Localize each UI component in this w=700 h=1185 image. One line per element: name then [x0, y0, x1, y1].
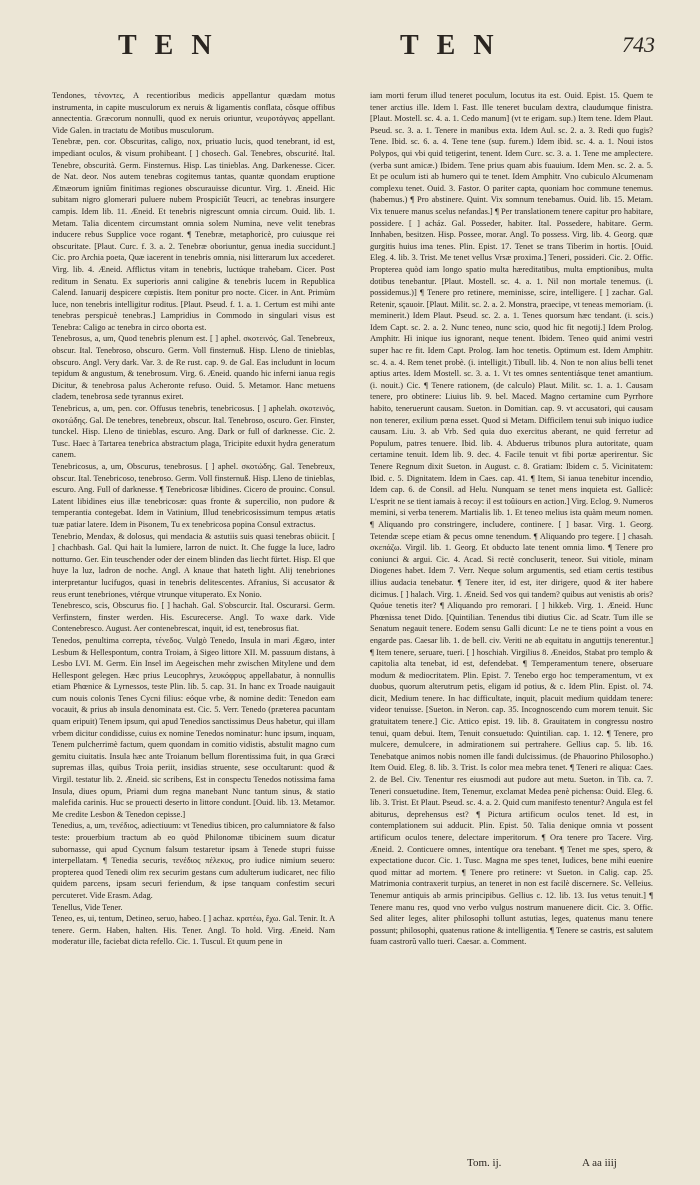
left-column	[52, 90, 335, 1150]
entry-tenellus: Tenellus, Vide Tener.	[52, 902, 123, 912]
volume-label: Tom. ij.	[467, 1157, 502, 1169]
entry-tenedius: Tenedius, a, um, τενέδιος, adiectiuum: vt Tenedius tibicen, pro calumniatore & falso teste: prouerbium tractum ab eo quòd Philonomæ tibicinem suum dicatur subornasse, qui apud Cycnum falsum testaretur ipsam à Tenede stupri fuisse interpellatam. ¶ Tenedia securis, τενέδιος πέλεκυς, pro iudice nimium seuero: propterea quod Tenedi olim rex securim gestans cum adulterum iudicaret, nec filio quidem parcens, ipsam securi feriendum, & ipse tanquam confestim securi percuteret. Vide Erasm. Adag.	[52, 821, 335, 900]
running-header	[0, 30, 700, 70]
entry-tenebricosus: Tenebricosus, a, um, Obscurus, tenebrosus. [ ] aphel. σκοτώδης. Gal. Tenebreux, obscur. Ital. Tenebricoso, tenebroso. Germ. Voll finsternuß. Hisp. Lleno de tinieblas, escuro. Ang. Full of darknesse. ¶ Tenebricosæ libidines. Cicero de prouinc. Consul. Latent libidines eius illæ tenebricosæ: quas fronte & supercilio, non pudore & temperantia contegebat. Idem in Vatinium, Illud tenebricosissimum tempus ætatis tuæ patiar latere. Idem in Pisonem, Tu ex tenebricosa popina Consul extractus.	[52, 462, 335, 529]
entry-tenebrae: Tenebræ, pen. cor. Obscuritas, caligo, nox, priuatio lucis, quod tenebrant, id est, impediant oculos, & visum prohibeant. [ ] chosech. Gal. Tenebres, obscurité. Ital. Tenebre, obscurità. Germ. Finsternus. Hisp. Las tinieblas. Ang. Darkenesse. Cicer. de Nat. deor. Nos autem tenebras cogitemus tantas, quantæ quondam eruptione Ætnæorum igniũm finitimas regiones obscurauisse dicuntur. Virg. 1. Æneid. Hic subitam nigro glomerari puluere nubem Prospiciũt Teucri, ac tenebras insurgere campis. Idem lib. 11. Æneid. Et tenebris nigrescunt omnia circum. Ouid. lib. 1. Metam. Talia dicentem circumstant omnia solem Numina, neve velit tenebras inducere rebus Supplice voce rogant. ¶ Tenebræ, metaphoricè, pro cuiusque rei obscuritate. [Plaut. Curc. f. 3. a. 2. Tenebræ oboriuntur, genua inedia succidunt.] Cic. pro Archia poeta, Quæ iacerent in tenebris omnia, nisi litterarum lux accederet. Virg. lib. 4. Æneid. Afflictus vitam in tenebris, luctúque trahebam. Cicer. Post reditum in Senatu. Ex superioris anni caligine & tenebris lucem in Republica Calend. Ianuarij despicere cœpistis. Item ponitur pro nocte. Cicer. in Ant. Primùm luce, non tenebris intelligitur roditus. [Plaut. Pseud. f. 1. a. 1. Certum est mihi ante tenebras perspicuè tenebras.] Lampridius in Commodo in singulari visus est Tenebra: Caligo ac tenebra in circo oborta est.	[52, 137, 335, 332]
right-column	[370, 90, 653, 1150]
signature-mark: A aa iiij	[582, 1157, 617, 1169]
entry-tenebrio: Tenebrio, Mendax, & dolosus, qui mendacia & astutiis suis quasi tenebras obiicit. [ ] chachbash. Gal. Qui hait la lumiere, larron de nuict. It. Che fugge la luce, ladro notturno. Ger. Ein teuschender oder der einem blinden das liecht fürtet. Hisp. El que huye la luz, ladron de noche. Angl. A knaue that hateth light. Alij tenebriones interpretantur lucifugos, quasi in tenebris delitescentes. Afranius, Si accusator & reus erunt tenebriones, vtérque vtrunque vituperato. Ex Nonio.	[52, 531, 335, 599]
entry-teneo-continued: iam morti ferum illud teneret poculum, locutus ita est. Ouid. Epist. 15. Quem te tener arctius ille. Idem l. Fast. Ille teneret buculam dextra, claudumque finistra. [Plaut. Mostell. sc. 4. a. 1. Cedo manum] (vt te erigam. sup.) Item tene. Idem Plaut. Pseud. sc. 3. a. 1. Tenere in manibus exta. Idem Aul. sc. 2. a. 3. Redi quo fugis? Tene. Ibid. sc. 6. a. 4. Tene tene (sup. furem.) Idem ibid. sc. 4. a. 1. Noui istos Polypos, qui vbi quid tetigerint, tenent. Idem Curc. sc. 3. a. 1. Tene me amplectere. (verba sunt amicæ.) Ibidem. Tene prius quam abis fuauium. Idem Men. sc. 2. a. 5. Et pe oculum isti ab humero qui te tenet. Idem Amphitr. Vno cubiculo Alcumenam complexu tenet. Ouid. 3. Fastor. O pariter capta, quoniam hoc commune tenemus. (habemus.) ¶ Pro abstinere. Quint. Vix somnum tenebamus. Ouid. lib. 15. Metam. Vix tenuere manus scelus nefandas.] ¶ Per translationem tenere capitur pro habitare, possidere. [ ] acház. Gal. Posseder, habiter. Ital. Possedere, habitare. Germ. Innhaben, besitzen. Hisp. Possee, morar. Angl. To possess. Virg. lib. 4. Georg. quæ gurgitis huius ima tenes. Plin. Epist. 17. Tenet se trans Tiberim in hortis. [Ouid. Eleg. 4. lib. 3. Trist. Me tenet vellus Vrsæ proxima.] Teneri, possideri. Cic. 2. Offic. Propterea quòd iam longo spatio multa hæreditatibus, multa emptionibus, multa dotibus tenebantur. [Plaut. Mostell. sc. 4. a. 1. Nil non mortale tenemus. (i. possidemus.)] ¶ Tenere pro retinere, meminisse, scire, intelligere. [ ] zachar. Gal. Retenir, sçauoir. [Plaut. Milit. sc. 2. a. 2. Monstra, praecipe, vt teneas memoriam. (i. meminerit.) Idem Plaut. Pseud. sc. 2. a. 1. Tenes quorsum hæc tendant. (i. scis.) Idem Capt. sc. 2. a. 2. Nunc teneo, nunc scio, quod hic fit negotij.] Idem Prolog. Amphitr. Hi inique ius ignorant, neque tenent. Ibidem. Teneo quid animi vestri super hac re fit. Idem Capt. Prolog. Iam hoc tenetis. Optimum est. Idem Amphitr. sc. 4. a. 4. Rem tenet probè. (i. intelligit.) Tibull. lib. 4. Non te non alius belli tenet aptius artes. Idem Mostell. sc. 3. a. 1. Vt tes omnes sententiásque tenet amantium. (i. nouit.) Cic. ¶ Tenere rationem, (de calculo) Plaut. Milit. sc. 1. a. 1. Causam tenere, pro obtinere: Liuius lib. 9. bel. Maced. Magno certamine cum Pyrrhore habito, teneruerunt causam. Sueton. in Domitian. cap. 9. vt accusatori, qui causam non tenerer, exilium pœna esset. Quod si Metam. Difficilem tenui sub iniquo iudice causam. Liu. 3. ab Vrb. Sed quia duo exercitus aberant, ne quid ferretur ad Populum, patres tenuere. Ibid. lib. 4. Abduerus tribunos plura autoritate, quam certamine tenuit. Idem lib. 9. dec. 4. Facile tenuit vt fibi portæ aperirentur. Sic Tenere Regnum dixit Sueton. in August. c. 8. Gratiam: Ibidem c. 5. Vicinitatem: Ibid. c. 5. Dignitatem. Idem in Caes. cap. 41. ¶ Item, Si ianua tenebitur incendio, Idem cap. 6. de Consil. ad Helu. Nunquam se tenet mens inquieta est. Gallicè: L'esprit ne se tient iamais à recoy: il est toûiours en action.] Virg. Eclog. 9. Numeros memini, si verba tenerem. Martialis lib. 1. Et teneo melius ista quàm meum nomen. ¶ Aliquando pro constringere, includere, continere. [ ] basar. Virg. 1. Georg. Tetendæ scepe etiam & pecus omne tenendum. ¶ Aliquando pro tegere. [ ] chasah. σκεπάζω. Virgil. lib. 1. Georg. Et obducto late tenent omnia limo. ¶ Tenere pro coniunci & argui. Cic. 4. Acad. Si rectè concluserit, teneor. Sui vitiole, minam Diogenes habet. Idem 7. Verr. Neque solum argumentis, sed etiam certis testibus illius audacia tenebatur. ¶ Tenere iter, id est, iter dirigere, quod & iter habere dicimus. [ ] halach. Virg. 1. Æneid. Sed vos qui tandem? quibus aut venistis ab oris? Quóue tenetis iter? ¶ Aliquando pro remorari. [ ] hikkeb. Virg. 1. Æneid. Hunc Phœnissa tenet Dido. [Quintilian. Tenendus tibi diutius Cic. ad Scatr. Tum ille se Senatum negauit tenere. Eodem sensu Galli dicunt: Le ne te tiens point a vous en engarde pas. Caesar lib. 1. de bell. civ. Veriti ne ab equitatu in anguttijs tenerentur.] ¶ Item tenere, seruare, tueri. [ ] hoschiah. Virgilius 8. Æneidos, Stabat pro templo & capitolia alta tenebat, id est, defendebat. ¶ Temperamentum tenere, obseruare modum & mediocritatem. Plin. Epist. 7. Tenebo ergo hoc temperamentum, vt ex duobus, quorum alterutrum petis, eligam id potius, & c. Idem Plin. Epist. ol. 74. dicit, Medium tenere. In hac difficultate, inquit, placuit medium quiddam tenere: videor tenuisse. [Sueton. in Neron. cap. 35. Incognoscendo cum morem tenuit. Sic gratuitatem tenere.] Cic. Attico epist. 19. lib. 8. Grauitatem in congressu nostro tenui, quam debui. Item, Tenuit consuetudo: Quintilian. cap. 1. 12. ¶ Tenere, pro mulcere, demulcere, in admirationem sui pertrahere. Gellius cap. 5. lib. 16. Tenebatque animos nobis nomen ille fandi dulcissimus. (de Phauorino Philosopho.) Item Ouid. Eleg. 8. lib. 3. Trist. Is color mea mebra tenet. ¶ Teneri re aliqua: Caes. 2. de Bel. Civ. Tenentur res eiusmodi aut pudore aut metu. Sueton. in Tib. ca. 7. Teneri consuetudine. Item, Tenemur, exclamat Medea penè pichensa: Ouid. Eleg. 6. lib. 3. Trist. Et Plaut. Pseud. sc. 4. a. 2. Quid cum manifesto tenentur? Angula est fel abiturus, deprehensus est? ¶ Pictura artificum oculos tenet. Id est, in contemplationem sui adducit. Plin. Epist. 50. Talia denique omnia vt possent artificum oculos tenere, delectare imperitorum. ¶ Ora tenere pro Tacere. Virg. Æneid. 2. Conticuere omnes, intentíque ora tenebant. ¶ Tenet me spes, spero, & expectatione ducor. Cic. 1. Tusc. Magna me spes tenet, Iudices, bene mihi euenire quod mittar ad mortem. ¶ Tenere pro retinere: vt Sueton. in Calig. cap. 25. Matrimonia contraxerit turpius, an teneret in non est facilè discernere. Sc. Velleius. Tenemur antiquis ab armis principibus. Gellius c. 12. lib. 13. Ius vetus tenuit.] ¶ Tenere manu res, quod vno verbo vulgus nostrum manuenere dicit. Cic. 3. Offic. Sed aliter leges, aliter philosophi tollunt astutias, leges, quatenus manu tenere possunt; philosophi, quatenus ratione & intelligentia. ¶ Tenere se castris, est salutem fuam castrorũ vallo tueri. Caesar. a. Comment.	[370, 91, 653, 947]
entry-tendones: Tendones, τένοντες, A recentioribus medicis appellantur quædam motus instrumenta, in capite musculorum ex neruis & ligamentis conflata, cõsque offibus annectentia. Græcorum nonnulli, quod ex neruis oriuntur, νευροτάγνας appellant. Vide Galen. in tractatu de Motibus musculorum.	[52, 91, 335, 135]
entry-tenebresco: Tenebresco, scis, Obscurus fio. [ ] hachah. Gal. S'obscurcir. Ital. Oscurarsi. Germ. Verfinstern, finster werden. His. Escurecerse. Angl. To waxe dark. Vide Contenebresco. August. Aer contenebrescat, inquit, id est, tenebrosus fiat.	[52, 601, 335, 634]
entry-tenebricus: Tenebricus, a, um, pen. cor. Offusus tenebris, tenebricosus. [ ] aphelah. σκοτεινός, σκοτώδης. Gal. De tenebres, tenebreux, obscur. Ital. Tenebroso, oscuro. Ger. Finster, tunckel. Hisp. Lleno de tinieblas, escuro. Ang. Dark or full of darknesse. Cic. 2. Tusc. Haec à Tartarea tenebrica abstractum plaga, Tricipite eduxit hydra generatum canem.	[52, 404, 335, 460]
entry-tenebrosus: Tenebrosus, a, um, Quod tenebris plenum est. [ ] aphel. σκοτεινός. Gal. Tenebreux, obscur. Ital. Tenebroso, obscuro. Germ. Voll finsternuß. Hisp. Lleno de tinieblas, obscuro. Angl. Very dark. Var. 3. de Re rust. cap. 9. de Gal. Eas includunt in locum tepidum & angustum, & tenebrosum. Virg. 6. Æneid. quando hic inferni ianua regis Dicitur, & tenebrosa palus Acheronte refuso. Ouid. 5. Metamor. Hanc metuens cladem, tenebrosa sede tyrannus exiret.	[52, 334, 335, 402]
entry-tenedos: Tenedos, penultima correpta, τένεδος. Vulgò Tenedo, Insula in mari Ægæo, inter Lesbum & Hellespontum, contra Troiam, à Sigeo littore XII. M. passuum distans, à Lesbo LVI. M. Germ. Ein Insel im Aegeischen mehr zwischen Mitylene und dem Hellespont gelegen. Hæc prius Leucophrys, λευκόφρυς appellabatur, à nonnullis etiam Phœnice & Lyrnessos, teste Plin. lib. 5. cap. 31. In hanc ex Troade nauigauit cum nouis colonis Tenes Cycni filius: eóque vrbe, & nomine dedit: Tenedon eam vocauit, & prius ab insula denominata est. Cic. 5. Verr. Tenedo (præterea pacuntam quam eripuit) Tenem ipsum, qui apud Tenedios sanctissimus Deus habetur, qui illam vrbem dicitur condidisse, cuius ex nomine Tenedos nominatur: hunc ipsum, inquam, Tenem pulcherrimè factum, quem quondam in comitio vidistis, abstulit magno cum gemitu ciuitatis. Insula hæc ante Troianum bellum florentissima fuit, in qua Græci supremas illas, quibus Troia periit, insidias struente, sese occultarunt: quod & Virgil. testatur lib. 2. Æneid. sic scribens, Est in conspectu Tenedos notissima fama Insula, diues opum, Priami dum regna manebant Nunc tantum sinus, & statio malefida carinis. Huc se prouecti deserto in littore condunt. [Ouid. lib. 13. Metamor. Me credite Lesbon & Tenedon cepisse.]	[52, 635, 335, 819]
header-right-word: TEN	[400, 30, 512, 61]
entry-teneo: Teneo, es, ui, tentum, Detineo, seruo, habeo. [ ] achaz. κρατέω, ἔχω. Gal. Tenir. It. A tenere. Germ. Haben, halten. His. Tener. Angl. To hold. Virg. Æneid. Nam moderatur ille, faciebat dicta refello. Cic. 1. Tuscul. Et quum pene in	[52, 914, 335, 947]
page-footer	[0, 1157, 700, 1177]
page-number: 743	[622, 32, 655, 57]
header-left-word: TEN	[118, 30, 230, 61]
